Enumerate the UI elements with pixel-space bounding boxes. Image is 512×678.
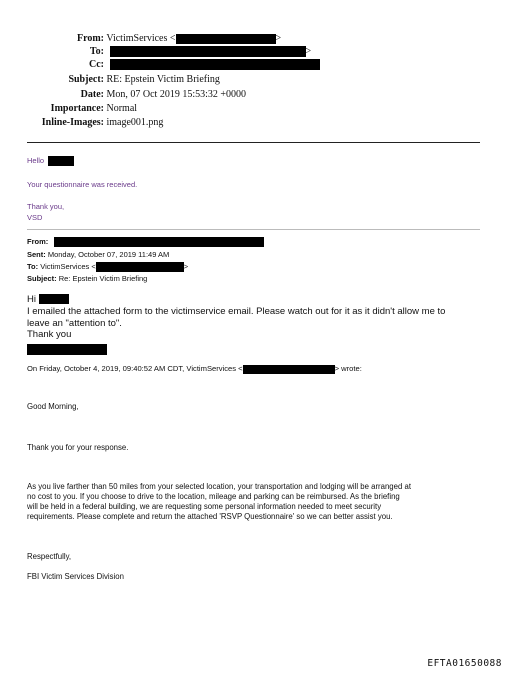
msg-hi	[27, 294, 69, 305]
header-from-value: VictimServices <	[106, 33, 176, 44]
header-from-label: From:	[76, 33, 104, 44]
fwd-sent-label: Sent:	[27, 250, 46, 259]
msg-line2: leave an "attention to".	[27, 318, 122, 329]
header-from	[10, 33, 281, 44]
header-date	[10, 89, 246, 100]
redaction-box	[48, 156, 74, 166]
header-date-label: Date:	[80, 89, 104, 100]
reply-greeting-text: Hello	[27, 156, 45, 165]
header-importance	[10, 103, 137, 114]
redaction-box	[54, 237, 264, 247]
header-subject	[10, 74, 220, 85]
header-date-value: Mon, 07 Oct 2019 15:53:32 +0000	[106, 89, 247, 100]
quoted-para-line1: As you live farther than 50 miles from your selected location, your transportation and lodging will be arranged at	[27, 482, 411, 491]
msg-signature-redacted	[27, 340, 107, 358]
redaction-box	[27, 344, 107, 355]
redaction-box	[96, 262, 184, 272]
quoted-wrote: > wrote:	[334, 364, 362, 373]
header-cc	[10, 59, 320, 70]
msg-line1: I emailed the attached form to the victimservice email. Please watch out for it as it didn't allow me to	[27, 306, 446, 317]
header-subject-label: Subject:	[68, 74, 104, 85]
quoted-para-line4: requirements. Please complete and return the attached 'RSVP Questionnaire' so we can better assist you.	[27, 512, 393, 521]
redaction-box	[176, 34, 276, 44]
header-importance-label: Importance:	[50, 103, 104, 114]
redaction-box	[39, 294, 69, 304]
fwd-subject-value: Re: Epstein Victim Briefing	[58, 274, 148, 283]
redaction-box	[110, 59, 320, 70]
header-to-close: >	[305, 46, 312, 57]
header-subject-value: RE: Epstein Victim Briefing	[106, 74, 220, 85]
fwd-subject	[27, 274, 147, 283]
reply-thanks: Thank you,	[27, 202, 65, 211]
fwd-sent	[27, 250, 169, 259]
fwd-to-close: >	[183, 262, 189, 271]
quoted-para-line3: will be held in a federal building, we are requesting some personal information needed to meet security	[27, 502, 382, 511]
quoted-signature: FBI Victim Services Division	[27, 572, 124, 581]
reply-sign: VSD	[27, 213, 43, 222]
quoted-para-line2: no cost to you. If you choose to drive to the location, mileage and parking can be reimbursed. As the briefing	[27, 492, 400, 501]
quoted-closing: Respectfully,	[27, 552, 72, 561]
fwd-to-value: VictimServices <	[40, 262, 96, 271]
reply-line1: Your questionnaire was received.	[27, 180, 138, 189]
quoted-greeting: Good Morning,	[27, 402, 79, 411]
quoted-intro-text: On Friday, October 4, 2019, 09:40:52 AM CDT, VictimServices <	[27, 364, 243, 373]
fwd-from-label: From:	[27, 237, 49, 246]
msg-hi-text: Hi	[27, 294, 36, 305]
header-importance-value: Normal	[106, 103, 138, 114]
fwd-sent-value: Monday, October 07, 2019 11:49 AM	[47, 250, 170, 259]
header-from-close: >	[275, 33, 282, 44]
fwd-to-label: To:	[27, 262, 39, 271]
redaction-box	[110, 46, 306, 57]
header-to-label: To:	[89, 46, 104, 57]
header-inline-images-value: image001.png	[106, 117, 164, 128]
header-inline-images-label: Inline-Images:	[41, 117, 104, 128]
fwd-to	[27, 262, 188, 272]
header-to	[10, 46, 311, 57]
quoted-thanks: Thank you for your response.	[27, 443, 129, 452]
quoted-intro	[27, 364, 362, 374]
redaction-box	[243, 365, 335, 374]
fwd-subject-label: Subject:	[27, 274, 57, 283]
fwd-from	[27, 237, 264, 247]
document-id: EFTA01650088	[427, 658, 502, 669]
reply-greeting	[27, 156, 74, 166]
header-divider	[27, 142, 480, 143]
msg-thanks: Thank you	[27, 329, 72, 340]
header-cc-label: Cc:	[89, 59, 104, 70]
forwarded-divider	[27, 229, 480, 230]
header-inline-images	[10, 117, 163, 128]
